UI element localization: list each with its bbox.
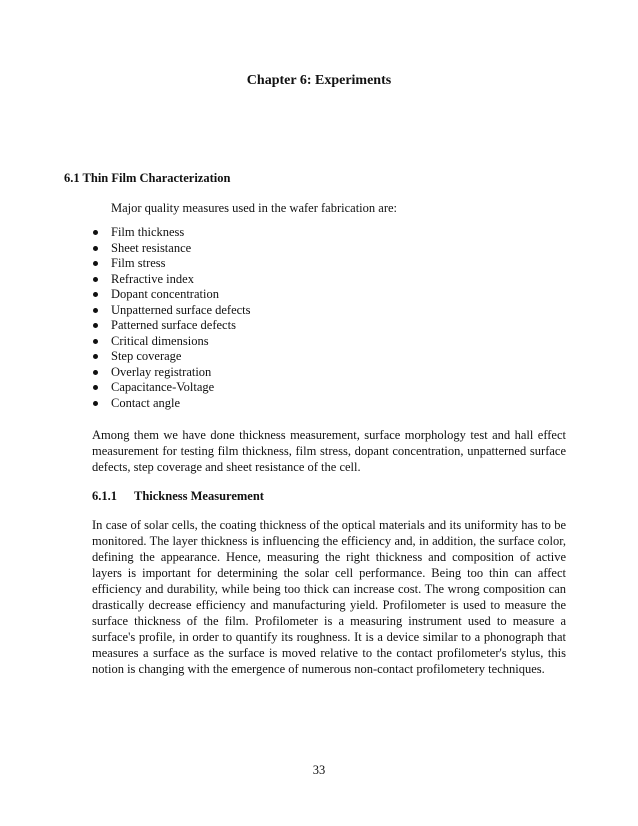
list-item-text: Sheet resistance [111, 240, 192, 255]
list-item [92, 303, 251, 319]
subsection-heading [92, 488, 264, 504]
list-item [92, 272, 251, 288]
subsection-title: Thickness Measurement [134, 489, 264, 503]
bullet-icon [93, 230, 98, 235]
list-item-text: Step coverage [111, 349, 182, 363]
section-heading: 6.1 Thin Film Characterization [64, 171, 231, 185]
list-item [92, 365, 251, 381]
bullet-icon [93, 292, 98, 297]
bullet-icon [93, 261, 98, 266]
list-item [92, 334, 251, 350]
list-item [92, 318, 251, 334]
list-item-text: Capacitance-Voltage [111, 380, 215, 394]
list-item [92, 256, 251, 272]
section-paragraph: Among them we have done thickness measurement, surface morphology test and hall effect measurement for testing film thickness, film stress, dopant concentration, unpatterned surface defects, step coverage and sheet resistance of the cell. [92, 428, 566, 474]
bullet-icon [93, 401, 98, 406]
bullet-icon [93, 246, 98, 251]
list-item-text: Film thickness [111, 225, 185, 239]
bullet-icon [93, 370, 98, 375]
list-item [92, 287, 251, 303]
list-item-text: Dopant concentration [111, 287, 219, 301]
bullet-icon [93, 385, 98, 390]
bullet-icon [93, 277, 98, 282]
bullet-icon [93, 354, 98, 359]
list-item-text: Unpatterned surface defects [111, 302, 251, 317]
bullet-icon [93, 308, 98, 313]
bullet-icon [93, 323, 98, 328]
subsection-number: 6.1.1 [92, 489, 117, 503]
list-item [92, 225, 251, 241]
list-item-text: Patterned surface defects [111, 318, 236, 332]
list-item [92, 380, 251, 396]
list-item-text: Contact angle [111, 395, 181, 410]
list-item-text: Critical dimensions [111, 333, 209, 348]
page-number: 33 [312, 763, 326, 777]
list-item [92, 396, 251, 412]
bullet-icon [93, 339, 98, 344]
list-item-text: Refractive index [111, 271, 194, 286]
list-item-text: Film stress [111, 256, 166, 270]
chapter-title: Chapter 6: Experiments [246, 73, 392, 88]
list-item [92, 349, 251, 365]
quality-measures-list [92, 225, 251, 411]
list-item [92, 241, 251, 257]
section-intro: Major quality measures used in the wafer fabrication are: [111, 201, 397, 215]
list-item-text: Overlay registration [111, 364, 212, 379]
subsection-paragraph: In case of solar cells, the coating thickness of the optical materials and its uniformity has to be monitored. The layer thickness is influencing the efficiency and, in addition, the surface color, defining the appearance. Hence, measuring the right thickness and composition of active layers is important for determining the solar cell performance. Being too thin can affect efficiency and durability, while being too thick can increase cost. The wrong composition can drastically decrease efficiency and manufacturing yield. Profilometer is used to measure the surface thickness of the film. Profilometer is a measuring instrument used to measure a surface's profile, in order to quantify its roughness. It is a device similar to a phonograph that measures a surface as the surface is moved relative to the contact profilometer's stylus, this notion is changing with the emergence of numerous non-contact profilometery techniques. [92, 518, 566, 676]
